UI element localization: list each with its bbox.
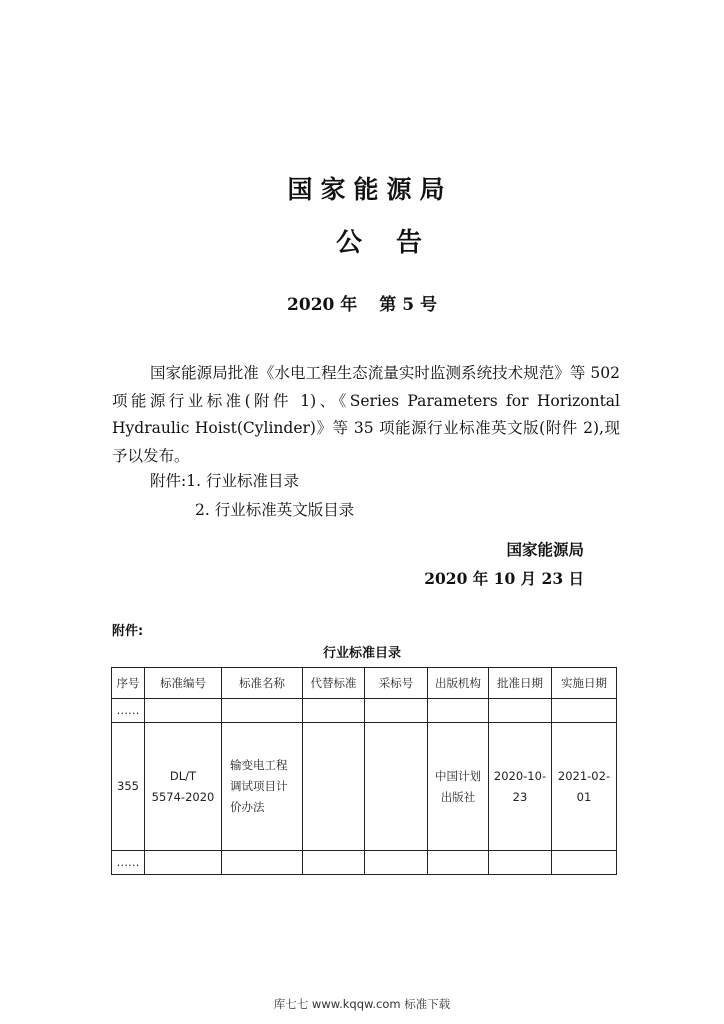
- ellipsis-cell: ……: [112, 851, 145, 875]
- cell-publisher-line1: 中国计划: [435, 768, 481, 783]
- issue-year: 2020 年: [287, 295, 358, 315]
- cell-adopted: [365, 723, 428, 851]
- cell-publisher-line2: 出版社: [440, 789, 476, 804]
- signature-agency: 国家能源局: [506, 541, 584, 559]
- cell-publisher: [428, 723, 489, 851]
- cell-code: [145, 723, 222, 851]
- announcement-body: 国家能源局批准《水电工程生态流量实时监测系统技术规范》等 502 项能源行业标准(附件 1)、《Series Parameters for Horizontal Hydraulic Hoist(Cylinder)》等 35 项能源行业标准英文版(附件 2),现予以发布。: [112, 364, 620, 465]
- cell-seq: 355: [112, 723, 145, 851]
- table-title: 行业标准目录: [322, 646, 401, 661]
- standards-table: [111, 667, 617, 875]
- attachment-line-1: 附件:1. 行业标准目录: [150, 472, 299, 490]
- cell-name-line1: 输变电工程: [230, 758, 288, 772]
- signature-date: 2020 年 10 月 23 日: [424, 569, 584, 588]
- cell-name-line3: 价办法: [230, 800, 265, 814]
- table-row-ellipsis-top: [112, 699, 617, 723]
- cell-code-line2: 5574-2020: [151, 789, 215, 804]
- table-header-row: [112, 668, 617, 699]
- annex-label: 附件:: [112, 624, 144, 639]
- issue-number: [0, 290, 724, 315]
- col-header-seq: 序号: [112, 668, 145, 699]
- col-header-effective-date: 实施日期: [552, 668, 617, 699]
- cell-effective-date: 2021-02-01: [552, 723, 617, 851]
- col-header-publisher: 出版机构: [428, 668, 489, 699]
- col-header-replaced: 代替标准: [303, 668, 365, 699]
- table-row: [112, 723, 617, 851]
- col-header-name: 标准名称: [222, 668, 303, 699]
- cell-name-line2: 调试项目计: [230, 779, 288, 793]
- cell-name: [222, 723, 303, 851]
- ellipsis-cell: ……: [112, 699, 145, 723]
- table-row-ellipsis-bottom: [112, 851, 617, 875]
- cell-code-line1: DL/T: [169, 768, 197, 783]
- col-header-code: 标准编号: [145, 668, 222, 699]
- col-header-approval-date: 批准日期: [489, 668, 552, 699]
- agency-title: 国家能源局: [287, 175, 453, 204]
- footer-watermark: 库七七 www.kqqw.com 标准下载: [273, 997, 451, 1011]
- attachment-line-2: 2. 行业标准英文版目录: [195, 501, 355, 519]
- notice-title: 公告: [335, 228, 456, 258]
- issue-no: 第 5 号: [379, 295, 437, 315]
- col-header-adopted: 采标号: [365, 668, 428, 699]
- cell-approval-date: 2020-10-23: [489, 723, 552, 851]
- cell-replaced: [303, 723, 365, 851]
